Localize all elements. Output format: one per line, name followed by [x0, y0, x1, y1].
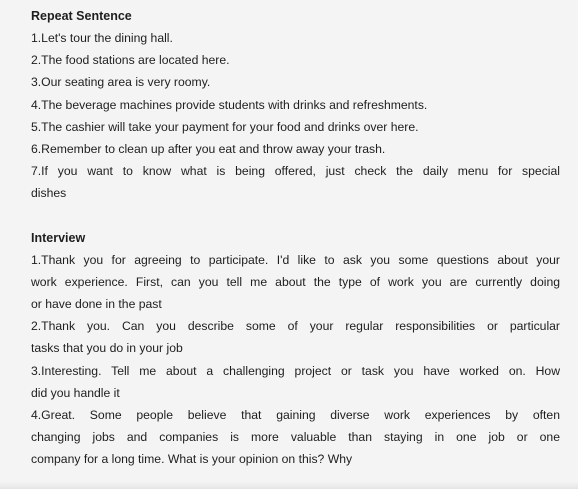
sentence-line: 2.The food stations are located here. [31, 53, 230, 68]
sentence-line: 6.Remember to clean up after you eat and throw away your trash. [31, 142, 386, 157]
interview-line: did you handle it [31, 385, 120, 400]
interview-line: changing jobs and companies is more valuable than staying in one job or one [31, 430, 560, 445]
interview-section [31, 227, 560, 471]
sentence-line: 1.Let's tour the dining hall. [31, 31, 173, 45]
repeat-sentence-list [31, 27, 560, 205]
sentence-line: 3.Our seating area is very roomy. [31, 75, 211, 90]
interview-line: 3.Interesting. Tell me about a challenging project or task you have worked on. How [31, 363, 560, 378]
interview-list [31, 249, 560, 471]
repeat-sentence-section [31, 5, 560, 205]
interview-line: 2.Thank you. Can you describe some of your regular responsibilities or particular [31, 319, 560, 334]
interview-line: or have done in the past [31, 297, 162, 312]
sentence-line: 5.The cashier will take your payment for your food and drinks over here. [31, 119, 419, 134]
section-title-repeat-sentence: Repeat Sentence [31, 9, 132, 23]
interview-line: work experience. First, can you tell me about the type of work you are currently doing [31, 274, 560, 289]
sentence-line: 4.The beverage machines provide students with drinks and refreshments. [31, 97, 428, 112]
section-gap [31, 205, 560, 227]
interview-line: 4.Great. Some people believe that gaining diverse work experiences by often [31, 408, 560, 423]
interview-line: 1.Thank you for agreeing to participate. I'd like to ask you some questions about your [31, 252, 560, 267]
sentence-line: dishes [31, 186, 67, 201]
sentence-line: 7.If you want to know what is being offered, just check the daily menu for special [31, 164, 560, 179]
section-title-interview: Interview [31, 230, 86, 245]
interview-line: tasks that you do in your job [31, 341, 183, 356]
interview-line: company for a long time. What is your opinion on this? Why [31, 452, 353, 467]
page-bottom-shade [0, 481, 578, 489]
